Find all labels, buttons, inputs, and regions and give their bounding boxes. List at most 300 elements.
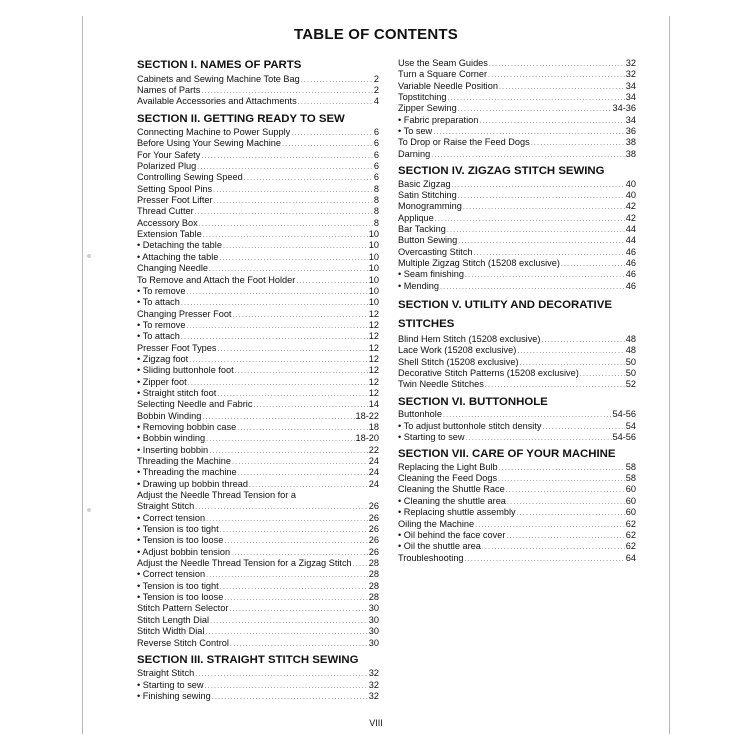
toc-entry-page: 12	[368, 319, 379, 330]
toc-entry-page: 12	[368, 331, 379, 342]
toc-entry-page: 10	[368, 240, 379, 251]
dot-leader	[282, 139, 373, 149]
toc-entry	[137, 286, 379, 297]
toc-entry-page: 8	[373, 206, 379, 217]
toc-entry	[137, 513, 379, 524]
toc-entry	[137, 668, 379, 679]
toc-entry-label: • Adjust bobbin tension	[137, 546, 231, 557]
toc-entry-page: 26	[368, 546, 379, 557]
toc-entry	[137, 615, 379, 626]
toc-entry-label: • Cleaning the shuttle area	[398, 495, 506, 506]
toc-entry-label: Straight Stitch	[137, 668, 195, 679]
toc-entry-label: • Zigzag foot	[137, 353, 189, 364]
dot-leader	[443, 410, 612, 420]
toc-entry	[137, 524, 379, 535]
toc-entry	[137, 127, 379, 138]
dot-leader	[431, 150, 625, 160]
toc-entry	[137, 354, 379, 365]
toc-entry	[398, 58, 636, 69]
toc-entry-label: • Inserting bobbin	[137, 444, 209, 455]
dot-leader	[206, 434, 354, 444]
dot-leader	[440, 282, 625, 292]
toc-entry-page: 12	[368, 376, 379, 387]
toc-entry	[398, 224, 636, 235]
toc-entry	[137, 343, 379, 354]
toc-entry	[137, 138, 379, 149]
toc-entry-label: • To attach	[137, 297, 180, 308]
dot-leader	[218, 344, 368, 354]
toc-entry-label: Polarized Plug	[137, 161, 197, 172]
toc-entry-label: Stitch Length Dial	[137, 614, 210, 625]
dot-leader	[448, 93, 625, 103]
toc-entry-page: 60	[625, 495, 636, 506]
toc-entry	[137, 206, 379, 217]
toc-entry-page: 60	[625, 484, 636, 495]
toc-entry	[137, 331, 379, 342]
toc-entry-label: • Drawing up bobbin thread	[137, 478, 248, 489]
toc-entry-page: 50	[625, 356, 636, 367]
dot-leader	[580, 369, 625, 379]
toc-entry-label: • Straight stitch foot	[137, 387, 217, 398]
dot-leader	[561, 259, 625, 269]
toc-entry-page: 62	[625, 518, 636, 529]
dot-leader	[458, 104, 612, 114]
toc-entry-page: 18-20	[355, 433, 379, 444]
toc-entry-label: Variable Needle Position	[398, 80, 498, 91]
toc-entry	[398, 496, 636, 507]
toc-entry	[398, 269, 636, 280]
toc-entry-page: 26	[368, 512, 379, 523]
toc-entry-page: 32	[368, 679, 379, 690]
toc-entry-label: • Bobbin winding	[137, 433, 206, 444]
toc-entry	[137, 150, 379, 161]
toc-entry-label: • Detaching the table	[137, 240, 222, 251]
toc-entry-label: Adjust the Needle Thread Tension for a Zigzag Stitch	[137, 558, 352, 569]
toc-entry-label: • To remove	[137, 285, 186, 296]
toc-entry-page: 4	[373, 96, 379, 107]
toc-entry-page: 48	[625, 334, 636, 345]
toc-entry-page: 10	[368, 251, 379, 262]
toc-entry	[137, 411, 379, 422]
toc-entry	[137, 535, 379, 546]
dot-leader	[235, 366, 368, 376]
dot-leader	[465, 270, 625, 280]
toc-entry-page: 14	[368, 399, 379, 410]
toc-entry	[137, 297, 379, 308]
toc-entry-label: • Correct tension	[137, 512, 206, 523]
toc-entry	[398, 115, 636, 126]
manual-page	[82, 16, 670, 734]
toc-entry-label: Before Using Your Sewing Machine	[137, 138, 282, 149]
toc-entry-page: 6	[373, 138, 379, 149]
toc-entry	[398, 190, 636, 201]
toc-entry-label: Stitch Width Dial	[137, 626, 205, 637]
toc-entry	[137, 172, 379, 183]
toc-entry-page: 18	[368, 421, 379, 432]
toc-entry-page: 46	[625, 280, 636, 291]
toc-entry	[398, 379, 636, 390]
binding-hole-mark	[87, 254, 91, 258]
toc-entry-page: 44	[625, 235, 636, 246]
toc-entry-label: • Seam finishing	[398, 269, 465, 280]
dot-leader	[199, 219, 373, 229]
toc-entry	[137, 184, 379, 195]
toc-entry-page: 22	[368, 444, 379, 455]
toc-entry	[137, 399, 379, 410]
toc-entry-label: • Finishing sewing	[137, 691, 211, 702]
toc-entry	[137, 581, 379, 592]
dot-leader	[296, 276, 367, 286]
toc-entry-page: 46	[625, 269, 636, 280]
toc-entry	[137, 365, 379, 376]
toc-entry-page: 42	[625, 212, 636, 223]
toc-entry-page: 6	[373, 149, 379, 160]
toc-entry	[398, 258, 636, 269]
dot-leader	[499, 82, 625, 92]
dot-leader	[465, 554, 625, 564]
dot-leader	[206, 570, 368, 580]
toc-entry-page: 8	[373, 183, 379, 194]
toc-entry-page: 8	[373, 195, 379, 206]
toc-entry	[137, 680, 379, 691]
toc-entry	[398, 149, 636, 160]
toc-entry-label: • Replacing shuttle assembly	[398, 507, 516, 518]
toc-entry-page: 12	[368, 365, 379, 376]
toc-entry	[398, 92, 636, 103]
toc-entry	[398, 281, 636, 292]
toc-entry-label: Controlling Sewing Speed	[137, 172, 243, 183]
toc-entry-label: Connecting Machine to Power Supply	[137, 127, 291, 138]
toc-entry-label: Threading the Machine	[137, 456, 231, 466]
dot-leader	[488, 70, 625, 80]
dot-leader	[506, 485, 625, 495]
toc-entry-label: Topstitching	[398, 92, 447, 103]
toc-entry	[398, 421, 636, 432]
toc-entry	[137, 252, 379, 263]
dot-leader	[499, 463, 625, 473]
toc-entry	[137, 96, 379, 107]
dot-leader	[517, 346, 624, 356]
toc-entry-label: Available Accessories and Attachments	[137, 96, 297, 107]
toc-entry-page: 62	[625, 541, 636, 552]
toc-entry-page: 8	[373, 217, 379, 228]
toc-entry-page: 62	[625, 529, 636, 540]
section-heading: SECTION VI. BUTTONHOLE	[398, 395, 548, 408]
toc-entry	[137, 547, 379, 558]
toc-entry-label: Multiple Zigzag Stitch (15208 exclusive)	[398, 258, 560, 268]
toc-entry-page: 42	[625, 201, 636, 212]
toc-entry-page: 6	[373, 127, 379, 138]
toc-entry-page: 12	[368, 308, 379, 319]
toc-entry	[137, 626, 379, 637]
dot-leader	[217, 389, 367, 399]
toc-entry-page: 28	[368, 569, 379, 580]
toc-entry-label: Button Sewing	[398, 235, 458, 246]
toc-entry-label: Turn a Square Corner	[398, 69, 488, 80]
toc-entry	[398, 213, 636, 224]
toc-entry-label: • Removing bobbin case	[137, 421, 237, 432]
dot-leader	[298, 97, 373, 107]
dot-leader	[244, 173, 373, 183]
page-title: TABLE OF CONTENTS	[294, 26, 458, 43]
toc-entry-label: • Oil behind the face cover	[398, 529, 506, 540]
dot-leader	[520, 358, 625, 368]
toc-entry-page: 12	[368, 353, 379, 364]
dot-leader	[201, 86, 373, 96]
toc-entry-label: • Mending	[398, 280, 440, 291]
toc-entry-label: • Starting to sew	[398, 431, 465, 442]
toc-entry	[137, 388, 379, 399]
toc-entry-page: 46	[625, 246, 636, 257]
dot-leader	[212, 692, 368, 702]
dot-leader	[238, 468, 368, 478]
toc-entry	[137, 592, 379, 603]
toc-entry	[137, 422, 379, 433]
section-heading: STITCHES	[398, 318, 455, 331]
dot-leader	[189, 355, 368, 365]
dot-leader	[195, 669, 368, 679]
toc-entry-page: 10	[368, 297, 379, 308]
toc-entry-label: Oiling the Machine	[398, 518, 475, 529]
dot-leader	[203, 230, 368, 240]
toc-entry-page: 28	[368, 580, 379, 591]
toc-entry-label: Basic Zigzag	[398, 178, 451, 189]
toc-entry-page: 30	[368, 614, 379, 625]
toc-entry-page: 46	[625, 258, 636, 268]
dot-leader	[220, 525, 368, 535]
toc-entry-label: Cabinets and Sewing Machine Tote Bag	[137, 73, 300, 84]
dot-leader	[205, 681, 368, 691]
toc-entry-page: 54-56	[612, 409, 636, 420]
toc-entry-label: • Zipper foot	[137, 376, 187, 387]
dot-leader	[229, 604, 367, 614]
toc-entry-page: 44	[625, 223, 636, 234]
dot-leader	[543, 422, 625, 432]
toc-entry-page: 34	[625, 92, 636, 103]
toc-entry-page: 26	[368, 535, 379, 546]
toc-entry-page: 34	[625, 80, 636, 91]
toc-entry-page: 28	[368, 558, 379, 569]
toc-entry-label: Satin Stitching	[398, 189, 457, 200]
toc-entry	[398, 507, 636, 518]
toc-entry-label: Buttonhole	[398, 409, 442, 420]
toc-entry-page: 26	[368, 524, 379, 535]
toc-entry-page: 6	[373, 172, 379, 183]
toc-entry-label: Bobbin Winding	[137, 410, 202, 421]
dot-leader	[458, 236, 625, 246]
dot-leader	[452, 180, 625, 190]
toc-entry-label: Extension Table	[137, 229, 202, 240]
section-heading: SECTION II. GETTING READY TO SEW	[137, 112, 345, 125]
dot-leader	[181, 332, 368, 342]
toc-entry	[137, 490, 379, 501]
toc-entry-page: 38	[625, 137, 636, 148]
toc-entry	[137, 569, 379, 580]
toc-entry-page: 54-56	[612, 431, 636, 442]
dot-leader	[209, 446, 368, 456]
section-heading: SECTION IV. ZIGZAG STITCH SEWING	[398, 165, 605, 178]
toc-entry	[398, 247, 636, 258]
toc-entry-label: • Correct tension	[137, 569, 206, 580]
dot-leader	[187, 287, 368, 297]
dot-leader	[458, 191, 625, 201]
dot-leader	[187, 321, 368, 331]
toc-entry-page: 48	[625, 345, 636, 356]
toc-entry	[137, 638, 379, 649]
toc-entry-label: Cleaning the Shuttle Race	[398, 484, 505, 495]
toc-entry-page: 58	[625, 461, 636, 472]
dot-leader	[253, 400, 367, 410]
toc-entry	[398, 357, 636, 368]
toc-entry-page: 30	[368, 626, 379, 637]
toc-entry	[137, 456, 379, 467]
toc-entry	[398, 368, 636, 379]
toc-entry-label: Shell Stitch (15208 exclusive)	[398, 356, 519, 367]
toc-entry-page: 50	[625, 368, 636, 379]
toc-entry-label: • Sliding buttonhole foot	[137, 365, 234, 376]
dot-leader	[195, 207, 373, 217]
toc-entry-label: Straight Stitch	[137, 501, 195, 512]
dot-leader	[353, 559, 368, 569]
toc-entry-page: 24	[368, 478, 379, 489]
toc-entry	[398, 484, 636, 495]
toc-entry-label: Troubleshooting	[398, 552, 464, 563]
toc-entry	[137, 479, 379, 490]
toc-entry	[398, 553, 636, 564]
dot-leader	[232, 457, 368, 467]
toc-entry-label: For Your Safety	[137, 149, 201, 160]
dot-leader	[230, 639, 368, 649]
dot-leader	[224, 593, 367, 603]
toc-entry	[398, 81, 636, 92]
toc-entry-label: • To remove	[137, 319, 186, 330]
toc-entry	[137, 309, 379, 320]
toc-entry	[398, 409, 636, 420]
dot-leader	[232, 310, 367, 320]
dot-leader	[219, 253, 367, 263]
toc-entry-label: Presser Foot Lifter	[137, 195, 213, 206]
toc-entry-label: Stitch Pattern Selector	[137, 603, 229, 614]
toc-entry	[137, 558, 379, 569]
dot-leader	[517, 508, 625, 518]
toc-entry-label: Presser Foot Types	[137, 342, 217, 353]
toc-entry-label: • To sew	[398, 126, 433, 137]
toc-entry-label: Lace Work (15208 exclusive)	[398, 345, 517, 356]
toc-entry-label: • Threading the machine	[137, 467, 237, 478]
toc-entry-label: • Starting to sew	[137, 679, 204, 690]
page-number: VIII	[369, 718, 383, 728]
toc-entry-label: • To adjust buttonhole stitch density	[398, 420, 542, 431]
dot-leader	[213, 185, 373, 195]
dot-leader	[237, 423, 368, 433]
toc-entry-page: 40	[625, 178, 636, 189]
dot-leader	[224, 536, 367, 546]
toc-entry-page: 12	[368, 387, 379, 398]
toc-entry	[137, 229, 379, 240]
dot-leader	[475, 520, 625, 530]
toc-entry-label: Changing Presser Foot	[137, 308, 232, 319]
section-heading: SECTION I. NAMES OF PARTS	[137, 59, 302, 71]
toc-entry	[398, 432, 636, 443]
toc-entry	[137, 433, 379, 444]
toc-entry	[137, 74, 379, 85]
dot-leader	[482, 542, 625, 552]
toc-entry-label: Thread Cutter	[137, 206, 194, 217]
toc-entry-page: 2	[373, 73, 379, 84]
toc-entry-page: 24	[368, 456, 379, 466]
dot-leader	[463, 202, 625, 212]
toc-entry-label: Darning	[398, 148, 431, 159]
toc-entry	[398, 69, 636, 80]
toc-entry	[137, 501, 379, 512]
dot-leader	[214, 196, 373, 206]
dot-leader	[223, 241, 368, 251]
toc-entry-page: 36	[625, 126, 636, 137]
toc-entry-page: 58	[625, 473, 636, 484]
toc-column-right	[398, 58, 636, 564]
toc-entry-label: Zipper Sewing	[398, 103, 457, 114]
toc-entry-page: 26	[368, 501, 379, 512]
dot-leader	[197, 162, 373, 172]
toc-entry	[137, 603, 379, 614]
dot-leader	[466, 433, 612, 443]
toc-entry-page: 64	[625, 552, 636, 563]
toc-entry	[398, 473, 636, 484]
toc-entry-label: Bar Tacking	[398, 223, 446, 234]
toc-entry-label: Use the Seam Guides	[398, 58, 488, 68]
dot-leader	[202, 412, 354, 422]
dot-leader	[188, 378, 368, 388]
toc-entry-page: 30	[368, 637, 379, 648]
toc-entry	[398, 519, 636, 530]
dot-leader	[181, 298, 368, 308]
dot-leader	[507, 497, 625, 507]
toc-entry	[137, 195, 379, 206]
toc-entry	[398, 137, 636, 148]
toc-entry-page: 10	[368, 285, 379, 296]
toc-entry-label: Twin Needle Stitches	[398, 379, 484, 390]
toc-entry-label: • Oil the shuttle area	[398, 541, 481, 552]
toc-entry-page: 32	[625, 69, 636, 80]
toc-entry	[137, 377, 379, 388]
toc-entry	[398, 126, 636, 137]
dot-leader	[489, 59, 625, 69]
toc-entry-page: 60	[625, 507, 636, 518]
dot-leader	[479, 116, 624, 126]
dot-leader	[541, 335, 624, 345]
toc-entry-label: • Tension is too tight	[137, 580, 219, 591]
toc-entry-label: Overcasting Stitch	[398, 246, 473, 257]
toc-entry-page: 32	[368, 691, 379, 702]
toc-entry-label: • Fabric preparation	[398, 114, 479, 125]
toc-entry	[398, 530, 636, 541]
dot-leader	[433, 127, 625, 137]
toc-entry-label: To Remove and Attach the Foot Holder	[137, 274, 296, 285]
toc-entry-label: • Tension is too loose	[137, 592, 224, 603]
dot-leader	[206, 514, 368, 524]
toc-entry	[398, 541, 636, 552]
toc-entry	[137, 275, 379, 286]
toc-entry-page: 6	[373, 161, 379, 172]
dot-leader	[220, 582, 368, 592]
toc-column-left	[137, 58, 379, 702]
dot-leader	[498, 474, 625, 484]
section-heading: SECTION VII. CARE OF YOUR MACHINE	[398, 448, 616, 461]
toc-entry-page: 52	[625, 379, 636, 390]
dot-leader	[447, 225, 625, 235]
dot-leader	[435, 214, 625, 224]
toc-entry-label: Monogramming	[398, 201, 462, 212]
